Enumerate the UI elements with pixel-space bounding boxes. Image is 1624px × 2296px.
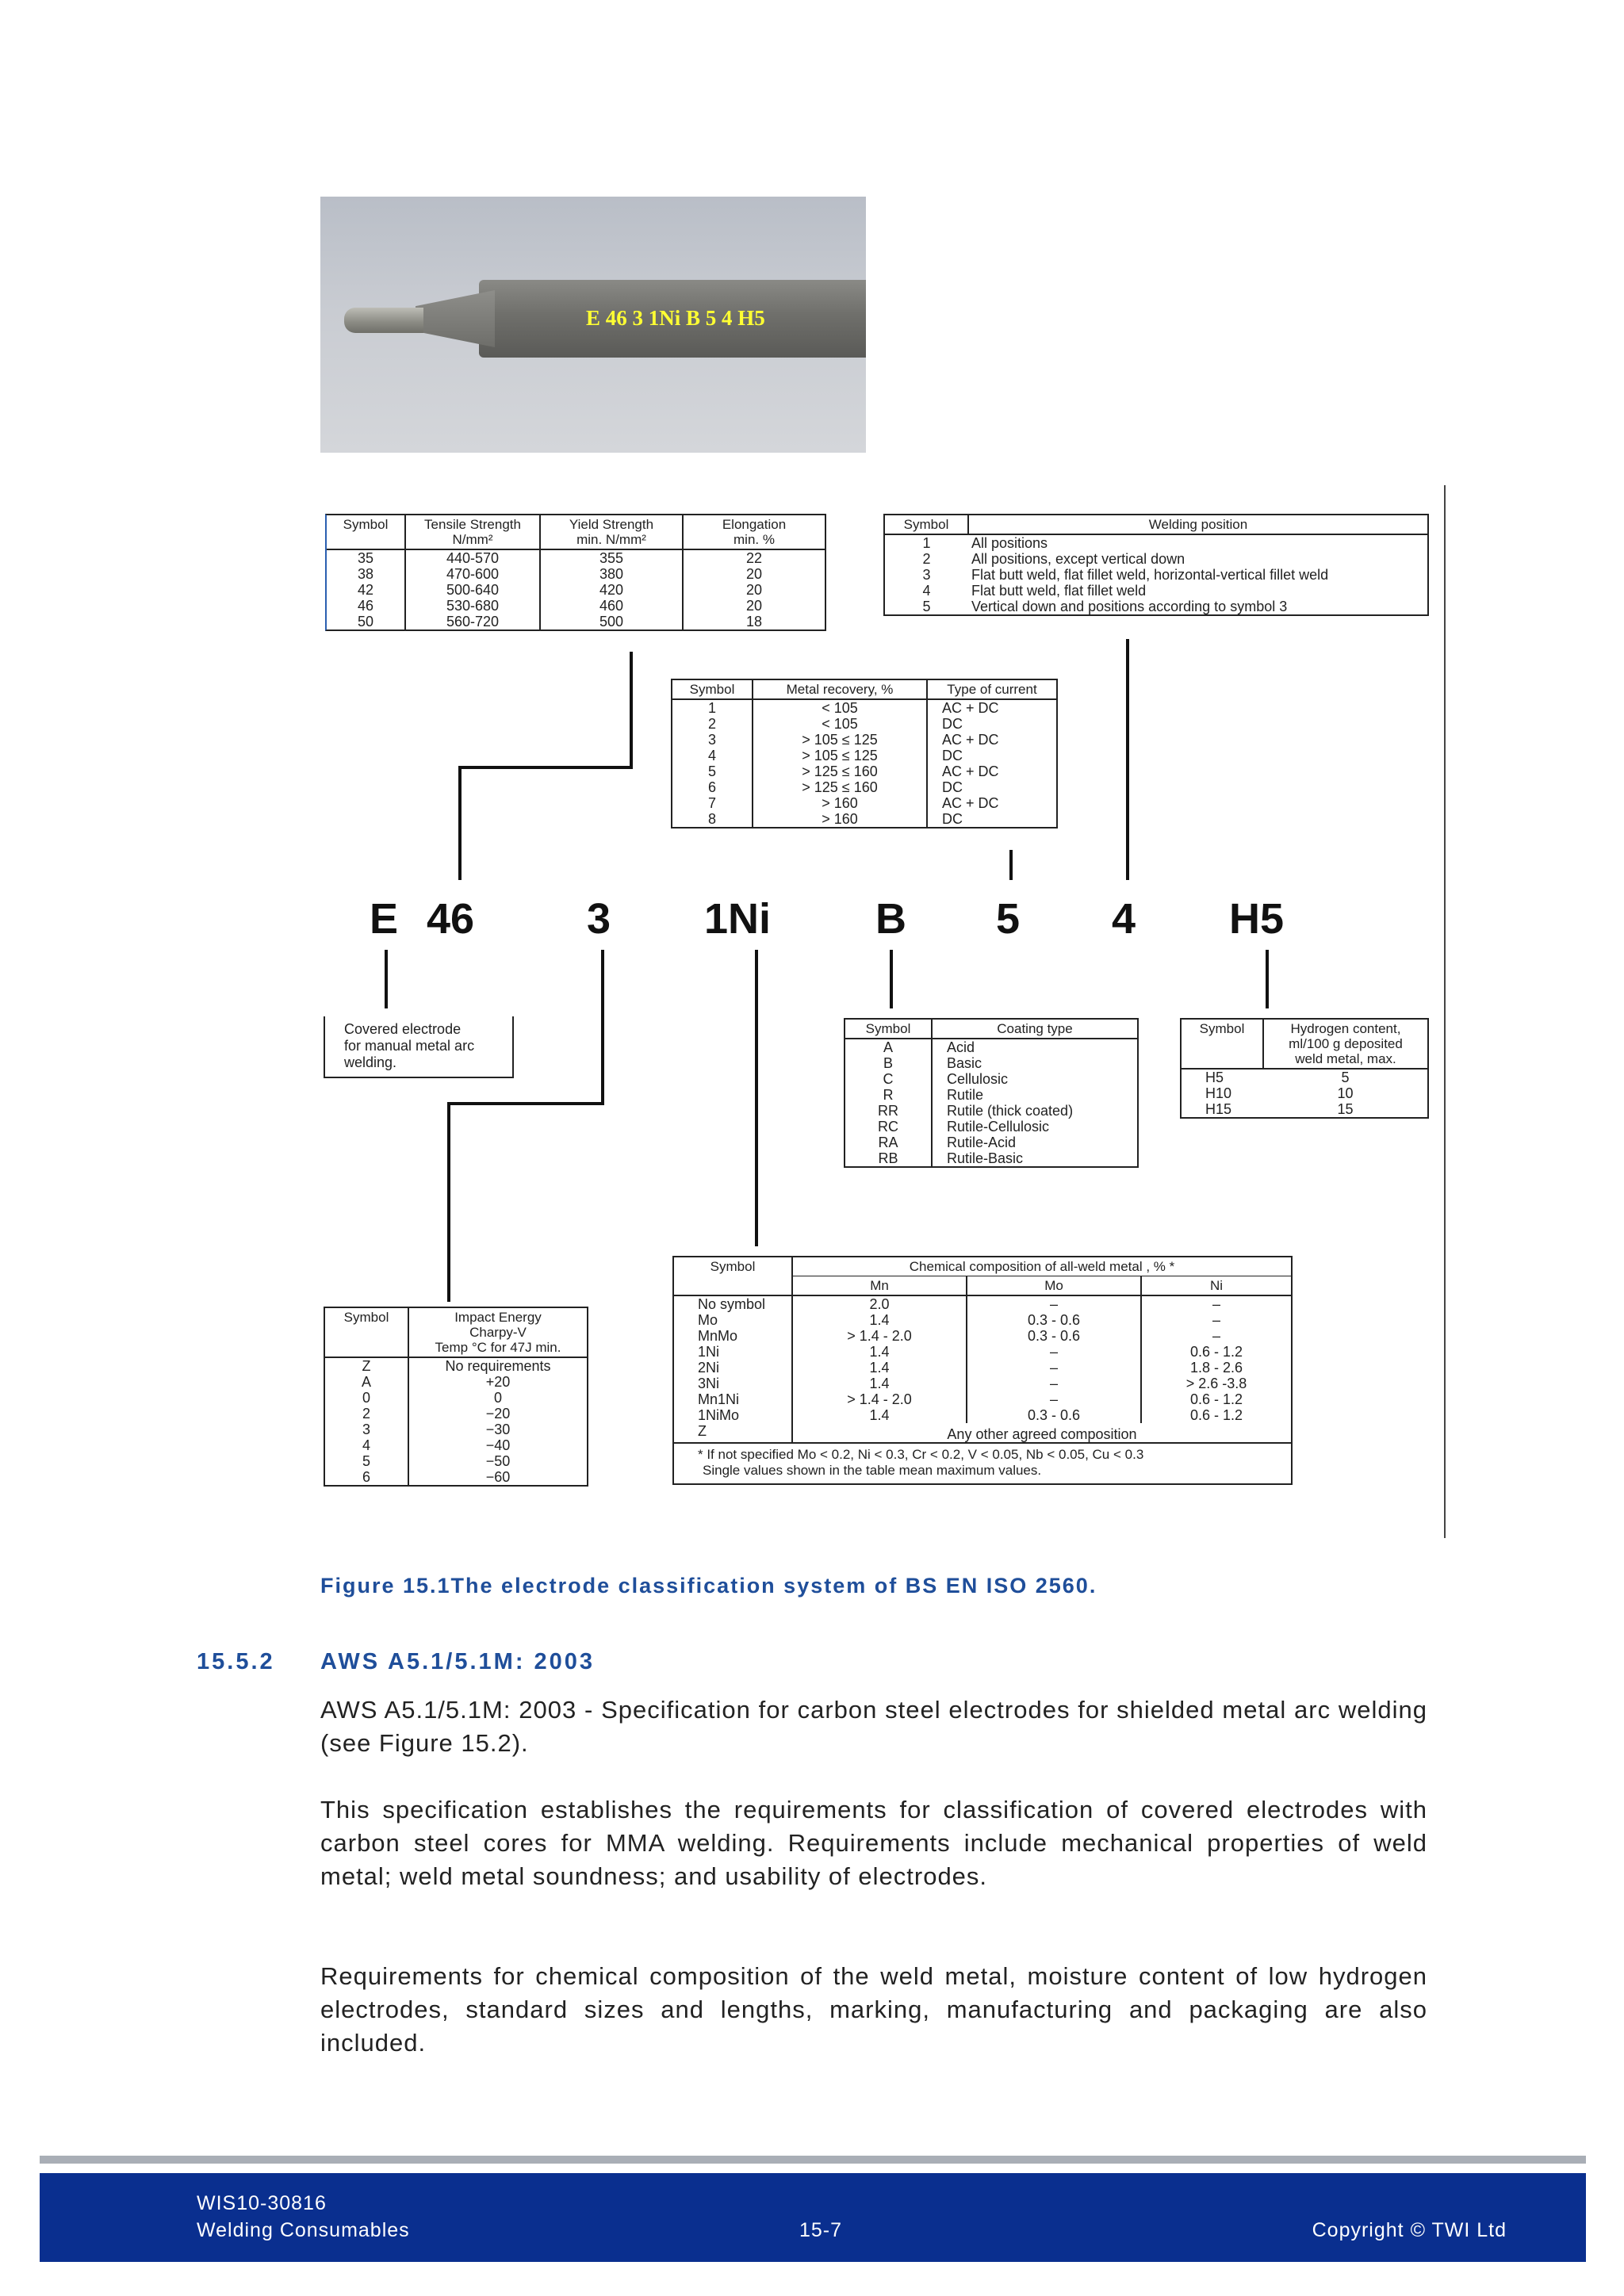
- table-row: C Cellulosic: [845, 1071, 1137, 1087]
- code-strength: 46: [427, 895, 475, 943]
- table-row: 2 All positions, except vertical down: [922, 551, 1185, 567]
- table-row: 2 < 105 DC: [672, 716, 1056, 732]
- chem-note-2: Single values shown in the table mean maximum values.: [703, 1463, 1042, 1478]
- impact-header-energy: Impact Energy Charpy-V Temp °C for 47J min.: [408, 1308, 587, 1357]
- coating-header-symbol: Symbol: [845, 1020, 932, 1039]
- position-header-welding: Welding position: [968, 515, 1427, 534]
- page-footer: [40, 2173, 1586, 2262]
- chem-header-ni: Ni: [1141, 1276, 1291, 1296]
- paragraph: Requirements for chemical composition of the weld metal, moisture content of low hydrogen electrodes, standard sizes and lengths, marking, manufacturing and packaging are also included.: [320, 1962, 1427, 2057]
- table-row: 6 > 125 ≤ 160 DC: [672, 779, 1056, 795]
- table-row: 2 −20: [325, 1406, 587, 1422]
- footer-title: Welding Consumables: [197, 2219, 410, 2241]
- table-row: Mn1Ni > 1.4 - 2.0 – 0.6 - 1.2: [674, 1391, 1291, 1407]
- chem-header-mo: Mo: [967, 1276, 1141, 1296]
- recovery-header-current: Type of current: [927, 680, 1056, 699]
- covered-box-line: welding.: [344, 1054, 397, 1070]
- chem-header-symbol: Symbol: [674, 1257, 792, 1295]
- table-row: 46 530-680 460 20: [327, 598, 825, 614]
- table-row: 4 Flat butt weld, flat fillet weld: [922, 583, 1147, 599]
- table-row: 35 440-570 355 22: [327, 549, 825, 566]
- table-row: 1 All positions: [922, 535, 1048, 551]
- code-coating: B: [875, 895, 906, 943]
- table-row: A +20: [325, 1374, 587, 1390]
- hydrogen-header-symbol: Symbol: [1182, 1020, 1263, 1069]
- code-e: E: [370, 895, 399, 943]
- table-row: 5 −50: [325, 1453, 587, 1469]
- table-row: A Acid: [845, 1039, 1137, 1055]
- code-recovery: 5: [996, 895, 1021, 943]
- recovery-header-metal: Metal recovery, %: [753, 680, 927, 699]
- position-table: [883, 514, 1429, 616]
- figure-caption: Figure 15.1The electrode classification system of BS EN ISO 2560.: [320, 1574, 1097, 1598]
- section-title: AWS A5.1/5.1M: 2003: [320, 1649, 596, 1674]
- table-row: 6 −60: [325, 1469, 587, 1485]
- chem-header-composition: Chemical composition of all-weld metal , % *: [792, 1257, 1291, 1276]
- recovery-table: [671, 679, 1058, 828]
- code-position: 4: [1112, 895, 1136, 943]
- footer-rule: [40, 2156, 1586, 2164]
- table-row: 3 −30: [325, 1422, 587, 1437]
- table-row: B Basic: [845, 1055, 1137, 1071]
- strength-header-yield: Yield Strength min. N/mm²: [540, 515, 683, 549]
- table-row: 1NiMo 1.4 0.3 - 0.6 0.6 - 1.2: [674, 1407, 1291, 1423]
- table-row: 8 > 160 DC: [672, 811, 1056, 827]
- table-row: 3Ni 1.4 – > 2.6 -3.8: [674, 1376, 1291, 1391]
- electrode-marking: E 46 3 1Ni B 5 4 H5: [586, 306, 765, 330]
- impact-header-symbol: Symbol: [325, 1308, 408, 1357]
- table-row: 3 > 105 ≤ 125 AC + DC: [672, 732, 1056, 748]
- section-heading: [197, 1649, 595, 1675]
- chem-note-1: * If not specified Mo < 0.2, Ni < 0.3, Cr < 0.2, V < 0.05, Nb < 0.05, Cu < 0.3: [698, 1447, 1144, 1462]
- chem-header-mn: Mn: [792, 1276, 967, 1296]
- code-chem: 1Ni: [704, 895, 772, 943]
- footer-copyright: Copyright © TWI Ltd: [1312, 2219, 1507, 2241]
- coating-header-type: Coating type: [932, 1020, 1137, 1039]
- table-row: H15 15: [1205, 1101, 1354, 1117]
- footer-page-number: 15-7: [799, 2219, 843, 2241]
- table-row: 7 > 160 AC + DC: [672, 795, 1056, 811]
- strength-header-tensile: Tensile Strength N/mm²: [405, 515, 540, 549]
- table-row: 50 560-720 500 18: [327, 614, 825, 629]
- table-row: [674, 1423, 1291, 1443]
- table-row: No symbol 2.0 – –: [674, 1295, 1291, 1312]
- table-row: RB Rutile-Basic: [845, 1150, 1137, 1166]
- table-row: 38 470-600 380 20: [327, 566, 825, 582]
- table-row: RA Rutile-Acid: [845, 1135, 1137, 1150]
- table-row: 5 Vertical down and positions according to symbol 3: [922, 599, 1288, 614]
- table-row: 0 0: [325, 1390, 587, 1406]
- footer-doc-id: WIS10-30816: [197, 2192, 327, 2214]
- table-row: H10 10: [1205, 1085, 1354, 1101]
- hydrogen-table: [1180, 1018, 1429, 1119]
- paragraph: AWS A5.1/5.1M: 2003 - Specification for carbon steel electrodes for shielded metal arc welding (see Figure 15.2).: [320, 1696, 1427, 1757]
- impact-table: [324, 1307, 588, 1487]
- coating-table: [844, 1018, 1139, 1168]
- table-row: H5 5: [1205, 1070, 1350, 1085]
- table-row: 3 Flat butt weld, flat fillet weld, horizontal-vertical fillet weld: [922, 567, 1329, 583]
- chem-table: [672, 1256, 1293, 1485]
- recovery-header-symbol: Symbol: [672, 680, 753, 699]
- table-row: 1Ni 1.4 – 0.6 - 1.2: [674, 1344, 1291, 1360]
- hydrogen-header-content: Hydrogen content, ml/100 g deposited weld metal, max.: [1263, 1020, 1427, 1069]
- table-row: 42 500-640 420 20: [327, 582, 825, 598]
- table-row: 4 > 105 ≤ 125 DC: [672, 748, 1056, 763]
- section-number: 15.5.2: [197, 1649, 275, 1674]
- strength-header-symbol: Symbol: [327, 515, 405, 549]
- code-impact: 3: [587, 895, 611, 943]
- table-row: MnMo > 1.4 - 2.0 0.3 - 0.6 –: [674, 1328, 1291, 1344]
- table-row: R Rutile: [845, 1087, 1137, 1103]
- table-row: 1 < 105 AC + DC: [672, 699, 1056, 716]
- table-row: 4 −40: [325, 1437, 587, 1453]
- covered-box-line: for manual metal arc: [344, 1038, 475, 1054]
- table-row: 2Ni 1.4 – 1.8 - 2.6: [674, 1360, 1291, 1376]
- covered-electrode-box: [324, 1016, 514, 1078]
- strength-table: [325, 514, 826, 631]
- table-row: RC Rutile-Cellulosic: [845, 1119, 1137, 1135]
- position-header-symbol: Symbol: [885, 515, 968, 534]
- chem-z-text: Any other agreed composition: [792, 1423, 1291, 1443]
- table-row: Mo 1.4 0.3 - 0.6 –: [674, 1312, 1291, 1328]
- table-row: RR Rutile (thick coated): [845, 1103, 1137, 1119]
- paragraph: This specification establishes the requirements for classification of covered electrodes with carbon steel cores for MMA welding. Requirements include mechanical properties of weld metal; weld metal soundness; and usability of electrodes.: [320, 1796, 1427, 1890]
- covered-box-line: Covered electrode: [344, 1021, 462, 1037]
- table-row: 5 > 125 ≤ 160 AC + DC: [672, 763, 1056, 779]
- table-row: Z No requirements: [325, 1357, 587, 1374]
- strength-header-elongation: Elongation min. %: [683, 515, 825, 549]
- code-hydrogen: H5: [1229, 895, 1285, 943]
- chem-z-symbol: Z: [698, 1423, 707, 1439]
